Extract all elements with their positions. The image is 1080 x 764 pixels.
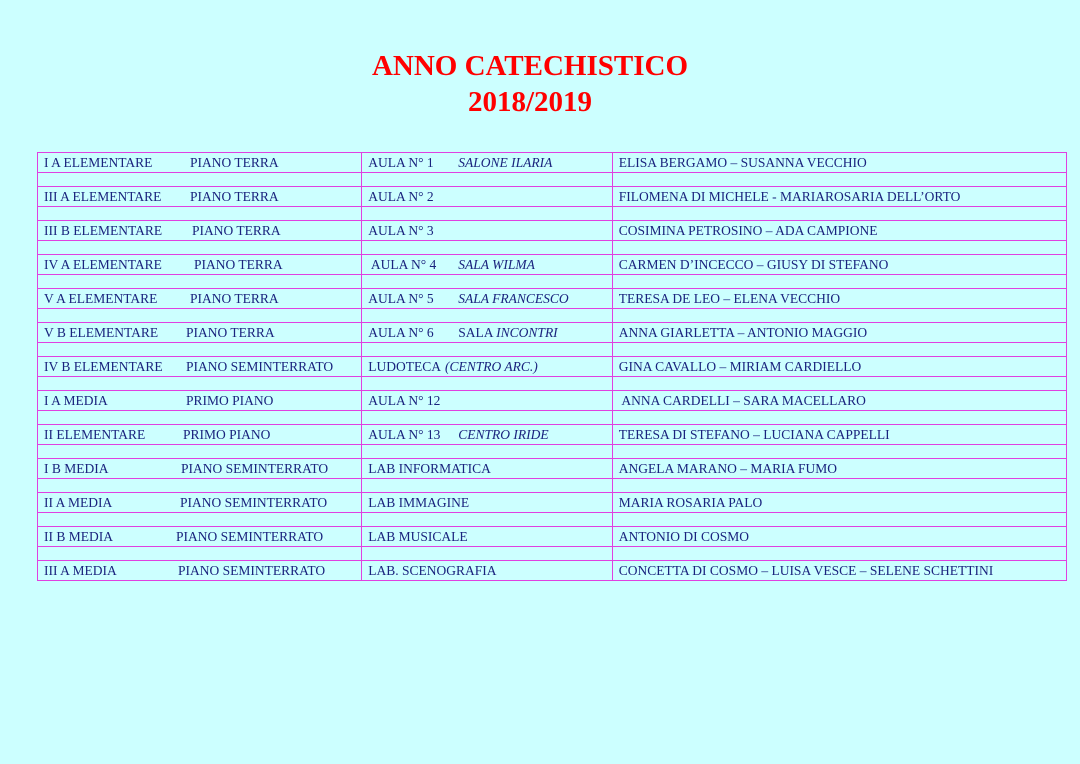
class-name: III A ELEMENTARE: [44, 188, 162, 204]
class-name: II ELEMENTARE: [44, 426, 146, 442]
class-name: IV A ELEMENTARE: [44, 256, 162, 272]
floor-name: PIANO SEMINTERRATO: [186, 358, 334, 374]
spacer-cell: [38, 479, 362, 493]
room-cell: [362, 527, 612, 547]
spacer-cell: [362, 411, 612, 425]
class-name: I A ELEMENTARE: [44, 154, 153, 170]
room-name: LUDOTECA: [368, 358, 442, 374]
floor-name: PIANO SEMINTERRATO: [178, 562, 326, 578]
room-name: LAB. SCENOGRAFIA: [368, 562, 497, 578]
room-note: CENTRO IRIDE: [458, 426, 549, 442]
floor-name: PIANO SEMINTERRATO: [176, 528, 324, 544]
spacer-cell: [612, 343, 1066, 357]
catechists-cell: TERESA DI STEFANO – LUCIANA CAPPELLI: [612, 425, 1066, 445]
spacer-cell: [612, 547, 1066, 561]
spacer-cell: [612, 513, 1066, 527]
table-row: [38, 357, 1067, 377]
table-row: [38, 561, 1067, 581]
spacer-cell: [362, 445, 612, 459]
room-name: AULA N° 12: [368, 392, 441, 408]
spacer-row: [38, 547, 1067, 561]
spacer-cell: [38, 445, 362, 459]
room-cell: [362, 561, 612, 581]
spacer-cell: [362, 207, 612, 221]
room-note: SALONE ILARIA: [458, 154, 553, 170]
class-floor-cell: [38, 187, 362, 207]
spacer-row: [38, 207, 1067, 221]
class-name: V A ELEMENTARE: [44, 290, 158, 306]
catechists-cell: FILOMENA DI MICHELE - MARIAROSARIA DELL’ORTO: [612, 187, 1066, 207]
floor-name: PIANO TERRA: [186, 324, 275, 340]
table-row: [38, 527, 1067, 547]
room-name: LAB INFORMATICA: [368, 460, 491, 476]
class-floor-cell: [38, 459, 362, 479]
room-cell: [362, 493, 612, 513]
catechists-cell: GINA CAVALLO – MIRIAM CARDIELLO: [612, 357, 1066, 377]
class-floor-cell: [38, 357, 362, 377]
class-name: V B ELEMENTARE: [44, 324, 159, 340]
floor-name: PRIMO PIANO: [183, 426, 271, 442]
spacer-cell: [38, 207, 362, 221]
floor-name: PIANO SEMINTERRATO: [180, 494, 328, 510]
spacer-cell: [38, 343, 362, 357]
room-note: SALA INCONTRI: [458, 324, 558, 340]
spacer-cell: [362, 343, 612, 357]
spacer-cell: [38, 241, 362, 255]
room-name: AULA N° 4: [368, 256, 437, 272]
spacer-cell: [38, 309, 362, 323]
spacer-row: [38, 445, 1067, 459]
room-name: AULA N° 3: [368, 222, 434, 238]
spacer-cell: [362, 513, 612, 527]
spacer-row: [38, 411, 1067, 425]
class-floor-cell: [38, 493, 362, 513]
spacer-row: [38, 513, 1067, 527]
table-row: [38, 425, 1067, 445]
spacer-cell: [38, 173, 362, 187]
catechists-cell: CONCETTA DI COSMO – LUISA VESCE – SELENE SCHETTINI: [612, 561, 1066, 581]
catechists-cell: ELISA BERGAMO – SUSANNA VECCHIO: [612, 153, 1066, 173]
table-row: [38, 289, 1067, 309]
room-cell: [362, 187, 612, 207]
spacer-cell: [362, 173, 612, 187]
spacer-cell: [612, 411, 1066, 425]
class-name: III B ELEMENTARE: [44, 222, 163, 238]
catechists-cell: ANGELA MARANO – MARIA FUMO: [612, 459, 1066, 479]
floor-name: PIANO TERRA: [190, 290, 279, 306]
spacer-cell: [612, 377, 1066, 391]
spacer-cell: [38, 513, 362, 527]
page-subtitle-year: 2018/2019: [467, 86, 593, 118]
room-cell: [362, 289, 612, 309]
table-row: [38, 459, 1067, 479]
table-row: [38, 187, 1067, 207]
spacer-cell: [612, 173, 1066, 187]
catechists-cell: ANNA GIARLETTA – ANTONIO MAGGIO: [612, 323, 1066, 343]
page-title: ANNO CATECHISTICO: [371, 50, 689, 82]
spacer-cell: [38, 547, 362, 561]
schedule-table: [37, 152, 1067, 581]
floor-name: PRIMO PIANO: [186, 392, 274, 408]
spacer-row: [38, 173, 1067, 187]
class-floor-cell: [38, 561, 362, 581]
class-floor-cell: [38, 153, 362, 173]
room-name: AULA N° 5: [368, 290, 434, 306]
spacer-cell: [362, 241, 612, 255]
class-name: II B MEDIA: [44, 528, 113, 544]
floor-name: PIANO TERRA: [190, 154, 279, 170]
table-row: [38, 493, 1067, 513]
table-row: [38, 391, 1067, 411]
room-note: (CENTRO ARC.): [445, 358, 538, 374]
room-cell: [362, 221, 612, 241]
catechists-cell: ANNA CARDELLI – SARA MACELLARO: [612, 391, 1066, 411]
spacer-row: [38, 275, 1067, 289]
spacer-cell: [612, 241, 1066, 255]
class-floor-cell: [38, 289, 362, 309]
spacer-cell: [362, 377, 612, 391]
class-name: II A MEDIA: [44, 494, 113, 510]
class-name: I B MEDIA: [44, 460, 109, 476]
spacer-row: [38, 377, 1067, 391]
room-name: AULA N° 1: [368, 154, 434, 170]
room-name: AULA N° 2: [368, 188, 434, 204]
table-row: [38, 255, 1067, 275]
class-floor-cell: [38, 391, 362, 411]
room-note: SALA WILMA: [458, 256, 535, 272]
spacer-cell: [362, 479, 612, 493]
room-cell: [362, 357, 612, 377]
class-floor-cell: [38, 323, 362, 343]
room-cell: [362, 459, 612, 479]
catechists-cell: MARIA ROSARIA PALO: [612, 493, 1066, 513]
class-name: IV B ELEMENTARE: [44, 358, 163, 374]
table-row: [38, 153, 1067, 173]
floor-name: PIANO TERRA: [190, 188, 279, 204]
room-cell: [362, 255, 612, 275]
class-floor-cell: [38, 255, 362, 275]
spacer-row: [38, 309, 1067, 323]
spacer-cell: [362, 309, 612, 323]
spacer-cell: [612, 445, 1066, 459]
spacer-cell: [362, 275, 612, 289]
spacer-cell: [612, 275, 1066, 289]
room-cell: [362, 391, 612, 411]
class-name: III A MEDIA: [44, 562, 117, 578]
spacer-row: [38, 343, 1067, 357]
room-name: AULA N° 6: [368, 324, 434, 340]
floor-name: PIANO TERRA: [192, 222, 281, 238]
room-name: LAB IMMAGINE: [368, 494, 470, 510]
spacer-cell: [612, 309, 1066, 323]
spacer-cell: [612, 207, 1066, 221]
room-name: AULA N° 13: [368, 426, 441, 442]
class-floor-cell: [38, 527, 362, 547]
class-name: I A MEDIA: [44, 392, 108, 408]
table-row: [38, 221, 1067, 241]
catechists-cell: TERESA DE LEO – ELENA VECCHIO: [612, 289, 1066, 309]
room-cell: [362, 153, 612, 173]
spacer-cell: [38, 275, 362, 289]
room-name: LAB MUSICALE: [368, 528, 468, 544]
room-note: SALA FRANCESCO: [458, 290, 569, 306]
room-cell: [362, 323, 612, 343]
floor-name: PIANO SEMINTERRATO: [181, 460, 329, 476]
spacer-row: [38, 241, 1067, 255]
spacer-cell: [38, 377, 362, 391]
catechists-cell: COSIMINA PETROSINO – ADA CAMPIONE: [612, 221, 1066, 241]
catechists-cell: ANTONIO DI COSMO: [612, 527, 1066, 547]
floor-name: PIANO TERRA: [194, 256, 283, 272]
room-cell: [362, 425, 612, 445]
spacer-cell: [38, 411, 362, 425]
table-row: [38, 323, 1067, 343]
spacer-cell: [612, 479, 1066, 493]
class-floor-cell: [38, 221, 362, 241]
class-floor-cell: [38, 425, 362, 445]
spacer-cell: [362, 547, 612, 561]
catechists-cell: CARMEN D’INCECCO – GIUSY DI STEFANO: [612, 255, 1066, 275]
spacer-row: [38, 479, 1067, 493]
